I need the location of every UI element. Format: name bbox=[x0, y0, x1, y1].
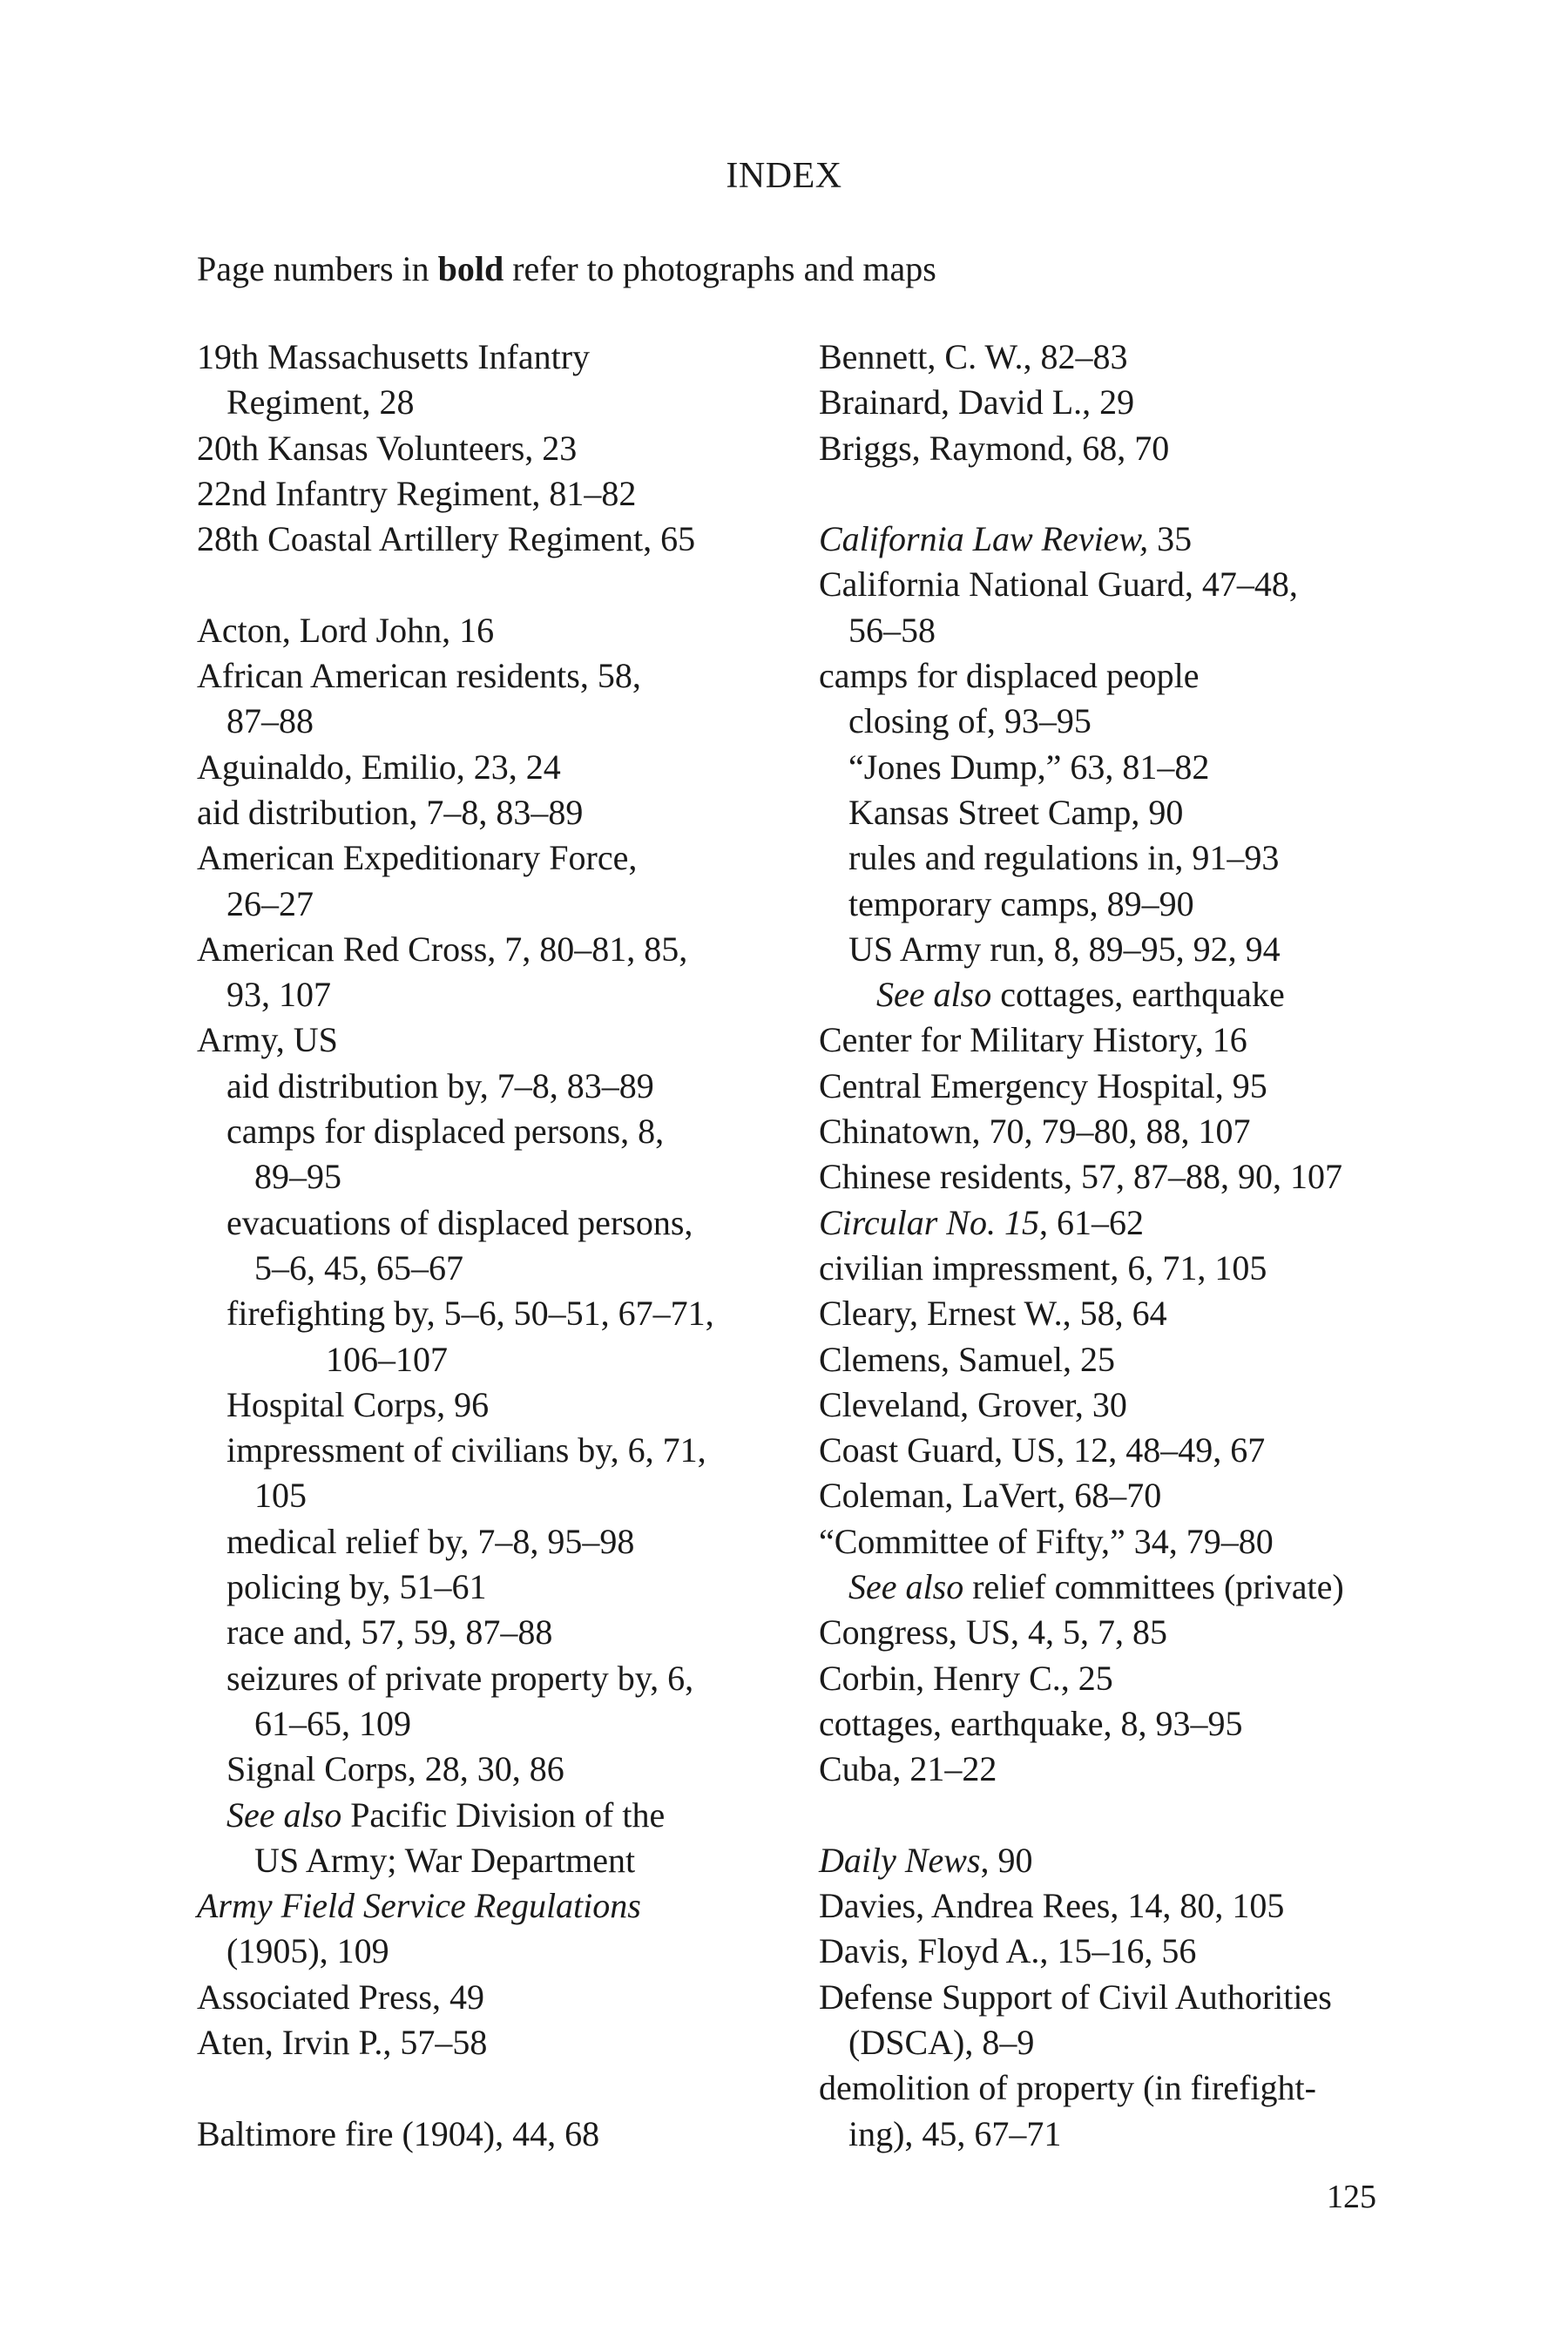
cross-reference-continuation: US Army; War Department bbox=[254, 1840, 636, 1880]
index-subentry: policing by, 51–61 bbox=[226, 1567, 487, 1607]
index-entry-continuation: ing), 45, 67–71 bbox=[848, 2113, 1062, 2153]
index-entry: Davis, Floyd A., 15–16, 56 bbox=[819, 1931, 1197, 1971]
index-subentry: camps for displaced persons, 8, bbox=[226, 1112, 665, 1152]
letter-group-gap bbox=[819, 471, 1411, 517]
index-entry: Aguinaldo, Emilio, 23, 24 bbox=[197, 747, 561, 787]
index-entry: 19th Massachusetts Infantry bbox=[197, 337, 591, 376]
index-entry-pages: 35 bbox=[1148, 519, 1193, 559]
cross-reference bbox=[819, 1565, 1411, 1610]
index-entry-continuation: 26–27 bbox=[226, 883, 314, 923]
see-also-label: See also bbox=[226, 1794, 342, 1835]
index-subentry: US Army run, 8, 89–95, 92, 94 bbox=[848, 929, 1281, 969]
index-entry: Davies, Andrea Rees, 14, 80, 105 bbox=[819, 1886, 1285, 1926]
index-entry: aid distribution, 7–8, 83–89 bbox=[197, 792, 584, 832]
index-entry-continuation: 56–58 bbox=[848, 610, 936, 650]
index-subentry-continuation: 5–6, 45, 65–67 bbox=[254, 1247, 463, 1288]
index-entry-continuation: (DSCA), 8–9 bbox=[848, 2022, 1035, 2062]
index-entry: Bennett, C. W., 82–83 bbox=[819, 337, 1128, 376]
index-entry: Aten, Irvin P., 57–58 bbox=[197, 2022, 488, 2062]
index-entry: American Red Cross, 7, 80–81, 85, bbox=[197, 929, 688, 969]
index-entry: Cuba, 21–22 bbox=[819, 1749, 997, 1789]
cross-reference-target: relief committees (private) bbox=[963, 1567, 1344, 1607]
index-entry-continuation: (1905), 109 bbox=[226, 1931, 389, 1971]
index-entry: Defense Support of Civil Authorities bbox=[819, 1977, 1332, 2017]
index-subentry: temporary camps, 89–90 bbox=[848, 883, 1194, 923]
index-entry: 20th Kansas Volunteers, 23 bbox=[197, 428, 578, 468]
index-entry: Baltimore fire (1904), 44, 68 bbox=[197, 2113, 600, 2153]
index-subentry: medical relief by, 7–8, 95–98 bbox=[226, 1521, 635, 1561]
index-entry bbox=[819, 1838, 1411, 1883]
index-subentry: impressment of civilians by, 6, 71, bbox=[226, 1430, 706, 1470]
index-subentry: aid distribution by, 7–8, 83–89 bbox=[226, 1065, 654, 1105]
index-entry-continuation: 87–88 bbox=[226, 701, 314, 741]
index-subentry: rules and regulations in, 91–93 bbox=[848, 838, 1280, 878]
index-entry: Center for Military History, 16 bbox=[819, 1020, 1247, 1060]
italic-title: California Law Review, bbox=[819, 519, 1149, 559]
letter-group-gap bbox=[197, 562, 789, 607]
index-entry: Chinese residents, 57, 87–88, 90, 107 bbox=[819, 1157, 1343, 1197]
index-entry: Congress, US, 4, 5, 7, 85 bbox=[819, 1612, 1168, 1652]
index-entry: American Expeditionary Force, bbox=[197, 838, 638, 878]
letter-group-gap bbox=[197, 2065, 789, 2111]
index-entry: civilian impressment, 6, 71, 105 bbox=[819, 1247, 1267, 1288]
index-entry: Cleary, Ernest W., 58, 64 bbox=[819, 1294, 1167, 1334]
index-subentry: Signal Corps, 28, 30, 86 bbox=[226, 1749, 564, 1789]
index-entry: African American residents, 58, bbox=[197, 656, 641, 696]
italic-title: Army Field Service Regulations bbox=[197, 1886, 641, 1926]
index-column-right bbox=[819, 335, 1411, 2157]
index-column-left bbox=[197, 335, 789, 2157]
index-entry-continuation: 93, 107 bbox=[226, 975, 331, 1015]
index-entry: 22nd Infantry Regiment, 81–82 bbox=[197, 473, 637, 513]
index-note-suffix: refer to photographs and maps bbox=[504, 249, 936, 288]
index-entry bbox=[819, 1200, 1411, 1246]
index-entry bbox=[819, 517, 1411, 562]
index-subentry: firefighting by, 5–6, 50–51, 67–71, bbox=[226, 1294, 714, 1334]
index-subentry: Hospital Corps, 96 bbox=[226, 1384, 490, 1424]
index-subentry-continuation: 106–107 bbox=[326, 1339, 448, 1379]
index-subentry: evacuations of displaced persons, bbox=[226, 1202, 693, 1242]
page-number: 125 bbox=[1327, 2179, 1376, 2215]
index-subentry-continuation: 105 bbox=[254, 1476, 307, 1516]
index-entry: Associated Press, 49 bbox=[197, 1977, 484, 2017]
cross-reference bbox=[819, 972, 1411, 1017]
index-entry: Chinatown, 70, 79–80, 88, 107 bbox=[819, 1112, 1251, 1152]
index-note-bold: bold bbox=[437, 249, 504, 288]
index-entry: California National Guard, 47–48, bbox=[819, 564, 1298, 605]
index-entry bbox=[197, 1883, 789, 1929]
index-entry: Brainard, David L., 29 bbox=[819, 382, 1135, 422]
index-entry: Army, US bbox=[197, 1020, 338, 1060]
index-entry: Acton, Lord John, 16 bbox=[197, 610, 495, 650]
cross-reference-target: cottages, earthquake bbox=[991, 975, 1285, 1015]
letter-group-gap bbox=[819, 1793, 1411, 1838]
see-also-label: See also bbox=[876, 975, 992, 1015]
index-entry: Cleveland, Grover, 30 bbox=[819, 1384, 1127, 1424]
index-note-prefix: Page numbers in bbox=[197, 249, 438, 288]
index-subentry-continuation: 61–65, 109 bbox=[254, 1703, 411, 1743]
index-subentry: closing of, 93–95 bbox=[848, 701, 1092, 741]
cross-reference-target: Pacific Division of the bbox=[341, 1794, 666, 1835]
index-subentry: Kansas Street Camp, 90 bbox=[848, 792, 1184, 832]
index-entry: cottages, earthquake, 8, 93–95 bbox=[819, 1703, 1243, 1743]
index-entry: Clemens, Samuel, 25 bbox=[819, 1339, 1115, 1379]
index-entry: Coast Guard, US, 12, 48–49, 67 bbox=[819, 1430, 1266, 1470]
index-entry: “Committee of Fifty,” 34, 79–80 bbox=[819, 1521, 1274, 1561]
index-entry: Corbin, Henry C., 25 bbox=[819, 1658, 1113, 1698]
index-entry: demolition of property (in firefight- bbox=[819, 2068, 1316, 2108]
page-title: INDEX bbox=[726, 156, 842, 196]
index-note bbox=[197, 247, 1416, 292]
index-subentry: seizures of private property by, 6, bbox=[226, 1658, 694, 1698]
see-also-label: See also bbox=[848, 1567, 964, 1607]
italic-title: Circular No. 15 bbox=[819, 1202, 1039, 1242]
index-entry-pages: , 90 bbox=[980, 1840, 1033, 1880]
index-entry: Central Emergency Hospital, 95 bbox=[819, 1065, 1267, 1105]
index-entry-pages: , 61–62 bbox=[1039, 1202, 1144, 1242]
cross-reference bbox=[197, 1793, 789, 1838]
index-entry: Coleman, LaVert, 68–70 bbox=[819, 1476, 1162, 1516]
index-entry-continuation: Regiment, 28 bbox=[226, 382, 415, 422]
index-subentry-continuation: 89–95 bbox=[254, 1157, 341, 1197]
index-subentry: “Jones Dump,” 63, 81–82 bbox=[848, 747, 1210, 787]
index-entry: 28th Coastal Artillery Regiment, 65 bbox=[197, 519, 696, 559]
index-subentry: race and, 57, 59, 87–88 bbox=[226, 1612, 553, 1652]
italic-title: Daily News bbox=[819, 1840, 981, 1880]
index-entry: Briggs, Raymond, 68, 70 bbox=[819, 428, 1170, 468]
index-entry: camps for displaced people bbox=[819, 656, 1200, 696]
